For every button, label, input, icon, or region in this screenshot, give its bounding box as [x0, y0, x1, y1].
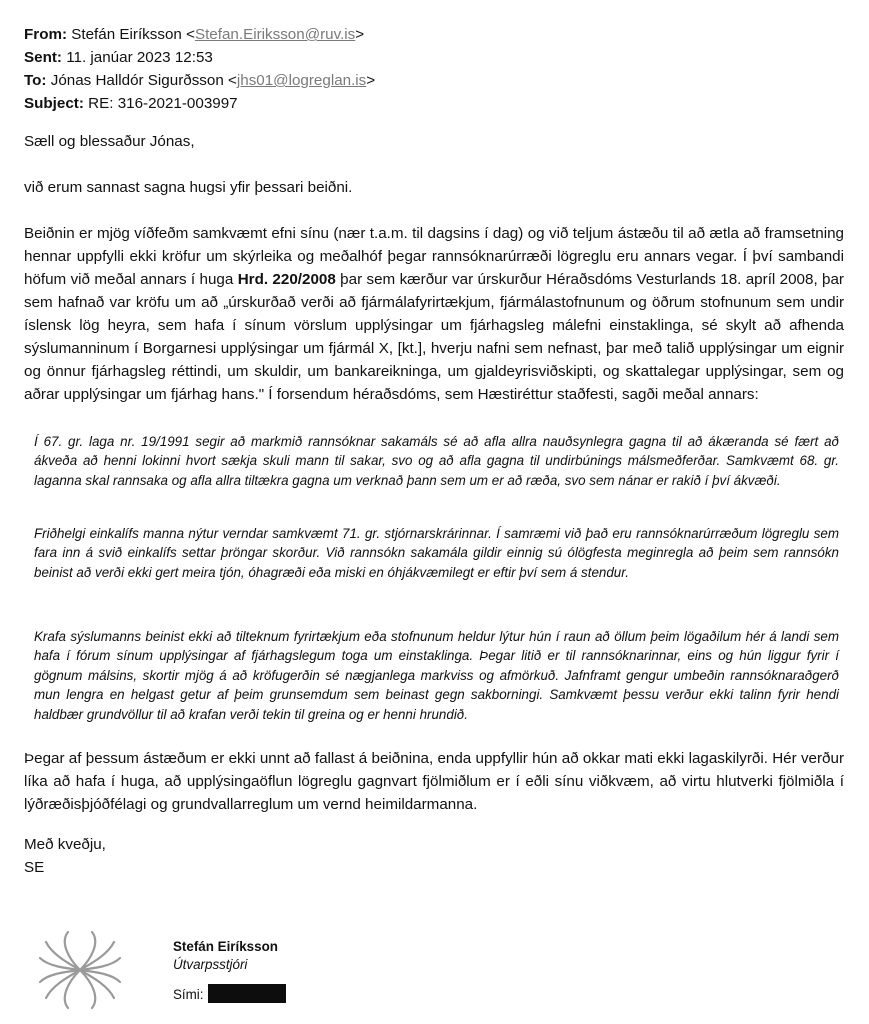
- paragraph-conclusion: Þegar af þessum ástæðum er ekki unnt að fallast á beiðnina, enda uppfyllir hún að okkar mati ekki lagaskilyrði. Hér verður líka að hafa í huga, að upplýsingaöflun lögreglu gagnvart fjölmiðlum er í eðli sínu viðkvæm, að virtu hlutverki fjölmiðla í lýðræðisþjóðfélagi og grundvallarreglum um vernd heimildarmanna.: [24, 750, 844, 813]
- ruv-logo-icon: [38, 928, 122, 1012]
- from-row: [24, 23, 375, 46]
- to-row: [24, 69, 375, 92]
- greeting: Sæll og blessaður Jónas,: [24, 133, 195, 150]
- from-name: Stefán Eiríksson <: [71, 26, 195, 43]
- quote-paragraph-3: Krafa sýslumanns beinist ekki að tilteknum fyrirtækjum eða stofnunum heldur lýtur hún í raun að öllum þeim lögaðilum hér á landi sem hafa í fórum sínum upplýsingar af fjárhagslegum toga um einstaklinga. Þegar litið er til rannsóknarinnar, eins og hún liggur fyrir í gögnum málsins, skortir mjög á að kröfugerðin sé nægjanlega markviss og afmörkuð. Jafnframt gengur umbeðin rannsóknaraðgerð mun lengra en helgast getur af þeim grunsemdum sem beinast gegn sakborningi. Samkvæmt þessu verður ekki talinn fyrir hendi haldbær grundvöllur til að krafan verði tekin til greina og er henni hrundið.: [34, 629, 839, 722]
- from-end: >: [355, 26, 365, 43]
- subject-value: RE: 316-2021-003997: [88, 95, 238, 112]
- redacted-phone-box: [208, 984, 286, 1003]
- to-label: To:: [24, 72, 47, 89]
- sent-row: [24, 46, 375, 69]
- paragraph-intro: við erum sannast sagna hugsi yfir þessari beiðni.: [24, 179, 353, 196]
- from-email-link[interactable]: Stefan.Eiriksson@ruv.is: [194, 26, 356, 43]
- sent-label: Sent:: [24, 49, 62, 66]
- to-name: Jónas Halldór Sigurðsson <: [50, 72, 237, 89]
- signature-name: Stefán Eiríksson: [173, 939, 278, 954]
- paragraph-main-part2: þar sem kærður var úrskurður Héraðsdóms Vesturlands 18. apríl 2008, þar sem hafnað var kröfu um að „úrskurðað verði að fjármálafyrirtækjum, fjármálastofnunum og öðrum stofnunum sem undir íslensk lög heyra, sem hafa í sínum vörslum upplýsingar um fjárhagsleg málefni einstaklinga, sé skylt að afhenda sýslumanninum í Borgarnesi upplýsingar um fjármál X, [kt.], hverju nafni sem nefnast, þar með talið upplýsingar um eignir og önnur fjárhagsleg réttindi, um skuldir, um bankareikninga, um gjaldeyrisviðskipti, og skattalegar upplýsingar, sem og aðrar upplýsingar um fjárhag hans." Í forsendum héraðsdóms, sem Hæstiréttur staðfesti, sagði meðal annars:: [24, 271, 844, 403]
- quote-paragraph-1: Í 67. gr. laga nr. 19/1991 segir að markmið rannsóknar sakamáls sé að afla allra nauðsynlegra gagna til að ákæranda sé fært að ákveða að henni lokinni hvort sækja skuli mann til sakar, svo og að afla gagna til undirbúnings málsmeðferðar. Samkvæmt 68. gr. laganna skal rannsaka og afla allra tiltækra gagna um verknað þann sem um er að ræða, svo sem nánar er rakið í því ákvæði.: [34, 434, 839, 488]
- initials: SE: [24, 859, 45, 876]
- sent-value: 11. janúar 2023 12:53: [66, 49, 213, 66]
- to-end: >: [366, 72, 376, 89]
- signature-title: Útvarpsstjóri: [173, 957, 248, 972]
- to-email-link[interactable]: jhs01@logreglan.is: [236, 72, 367, 89]
- case-reference: Hrd. 220/2008: [237, 271, 336, 288]
- subject-row: [24, 92, 375, 115]
- email-header: [24, 23, 375, 115]
- paragraph-main: [24, 222, 844, 406]
- quote-paragraph-2: Friðhelgi einkalífs manna nýtur verndar samkvæmt 71. gr. stjórnarskrárinnar. Í samræmi við það eru rannsóknarúrræðum lögreglu sem fara inn á svið einkalífs settar þröngar skorður. Við rannsókn sakamála gildir einnig sú ólögfesta meginregla að þeim sem rannsókn beinist að verði ekki gert meira tjón, óhagræði eða miski en óhjákvæmilegt er eftir því sem á stendur.: [34, 526, 839, 580]
- closing: Með kveðju,: [24, 836, 106, 853]
- subject-label: Subject:: [24, 95, 84, 112]
- signature-phone-label: Sími:: [173, 987, 204, 1002]
- from-label: From:: [24, 26, 68, 43]
- paragraph-main-part1: Beiðnin er mjög víðfeðm samkvæmt efni sínu (nær t.a.m. til dagsins í dag) og við teljum ástæðu til að ætla að framsetning hennar uppfylli ekki kröfur um skýrleika og meðalhóf þegar rannsóknarúrræði lögreglu eru annars vegar. Í því sambandi höfum við meðal annars í huga: [24, 225, 844, 288]
